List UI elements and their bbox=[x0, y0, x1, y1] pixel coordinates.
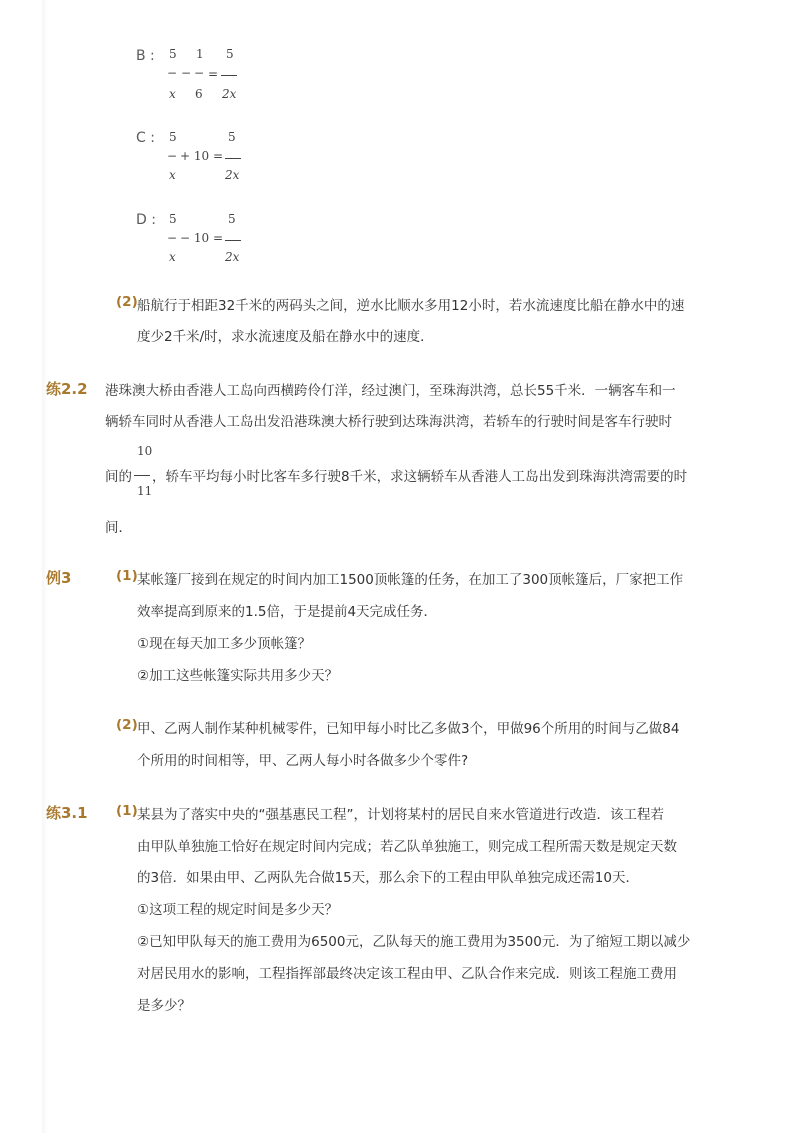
option-c-label: C : bbox=[136, 130, 155, 146]
option-b-label: B : bbox=[136, 48, 155, 64]
option-c-frac-bar bbox=[225, 158, 241, 159]
option-c-n1: 5 bbox=[169, 130, 177, 144]
example-tag: 例3 bbox=[46, 569, 72, 587]
problem-text-line: 船航行于相距32千米的两码头之间，逆水比顺水多用12小时，若水流速度比船在静水中的速 bbox=[137, 298, 685, 314]
problem-text-line: 辆轿车同时从香港人工岛出发沿港珠澳大桥行驶到达珠海洪湾，若轿车的行驶时间是客车行驶时 bbox=[105, 414, 672, 430]
problem-number: (1) bbox=[116, 568, 138, 584]
option-b-op1: − bbox=[181, 66, 192, 80]
problem-text-line: 效率提高到原来的1.5倍，于是提前4天完成任务． bbox=[137, 604, 438, 620]
fraction-denominator: 11 bbox=[137, 484, 153, 498]
option-c-d3: 2x bbox=[225, 168, 240, 182]
option-b-n1: 5 bbox=[169, 47, 177, 61]
problem-text-fragment: ，轿车平均每小时比客车多行驶8千米，求这辆轿车从香港人工岛出发到珠海洪湾需要的时 bbox=[152, 469, 688, 485]
option-b-d2: 6 bbox=[195, 87, 203, 101]
problem-text-line: 是多少？ bbox=[137, 998, 191, 1014]
option-d-d3: 2x bbox=[225, 250, 240, 264]
problem-text-line: 个所用的时间相等，甲、乙两人每小时各做多少个零件? bbox=[137, 753, 469, 769]
option-b-op2: = bbox=[208, 67, 219, 81]
option-b-bar2: − bbox=[194, 66, 205, 80]
sub-question: ②加工这些帐篷实际共用多少天？ bbox=[137, 668, 339, 684]
option-d-frac-bar bbox=[225, 240, 241, 241]
problem-text-line: 由甲队单独施工恰好在规定时间内完成；若乙队单独施工，则完成工程所需天数是规定天数 bbox=[137, 839, 677, 855]
option-c-bar1: − bbox=[167, 149, 178, 163]
option-b-d3: 2x bbox=[222, 87, 237, 101]
sub-question: ①现在每天加工多少顶帐篷？ bbox=[137, 636, 312, 652]
option-c-mid: + 10 = bbox=[180, 149, 224, 163]
option-d-d1: x bbox=[169, 250, 176, 264]
sub-question: ②已知甲队每天的施工费用为6500元，乙队每天的施工费用为3500元．为了缩短工期以减少 bbox=[137, 934, 691, 950]
option-c-d1: x bbox=[169, 168, 176, 182]
option-d-n1: 5 bbox=[169, 212, 177, 226]
option-c-n3: 5 bbox=[228, 130, 236, 144]
problem-text-line: 某帐篷厂接到在规定的时间内加工1500顶帐篷的任务，在加工了300顶帐篷后，厂家把工作 bbox=[137, 572, 684, 588]
option-b-n3: 5 bbox=[226, 47, 234, 61]
option-b-bar1: − bbox=[167, 66, 178, 80]
problem-number: (1) bbox=[116, 803, 138, 819]
problem-text-line: 港珠澳大桥由香港人工岛向西横跨伶仃洋，经过澳门，至珠海洪湾，总长55千米．一辆客车和一 bbox=[105, 383, 676, 399]
exercise-tag: 练2.2 bbox=[46, 380, 88, 398]
option-d-label: D : bbox=[136, 212, 156, 228]
fraction-bar bbox=[134, 475, 150, 476]
problem-text-line: 对居民用水的影响，工程指挥部最终决定该工程由甲、乙队合作来完成．则该工程施工费用 bbox=[137, 966, 677, 982]
fraction-numerator: 10 bbox=[137, 444, 153, 458]
problem-text-fragment: 间的 bbox=[105, 469, 132, 485]
problem-number: (2) bbox=[116, 294, 138, 310]
option-b-frac-bar bbox=[221, 75, 237, 76]
option-d-mid: − 10 = bbox=[180, 231, 224, 245]
sub-question: ①这项工程的规定时间是多少天？ bbox=[137, 902, 339, 918]
exercise-tag: 练3.1 bbox=[46, 804, 88, 822]
problem-text-line: 的3倍．如果由甲、乙两队先合做15天，那么余下的工程由甲队单独完成还需10天． bbox=[137, 870, 639, 886]
option-b-d1: x bbox=[169, 87, 176, 101]
problem-text-line: 度少2千米/时，求水流速度及船在静水中的速度． bbox=[137, 329, 434, 345]
option-d-n3: 5 bbox=[228, 212, 236, 226]
option-b-n2: 1 bbox=[196, 47, 204, 61]
problem-number: (2) bbox=[116, 717, 138, 733]
problem-text-line: 某县为了落实中央的“强基惠民工程”，计划将某村的居民自来水管道进行改造．该工程若 bbox=[137, 807, 664, 823]
problem-text-line: 间． bbox=[105, 520, 132, 536]
problem-text-line: 甲、乙两人制作某种机械零件，已知甲每小时比乙多做3个，甲做96个所用的时间与乙做84 bbox=[137, 721, 680, 737]
option-d-bar1: − bbox=[167, 231, 178, 245]
